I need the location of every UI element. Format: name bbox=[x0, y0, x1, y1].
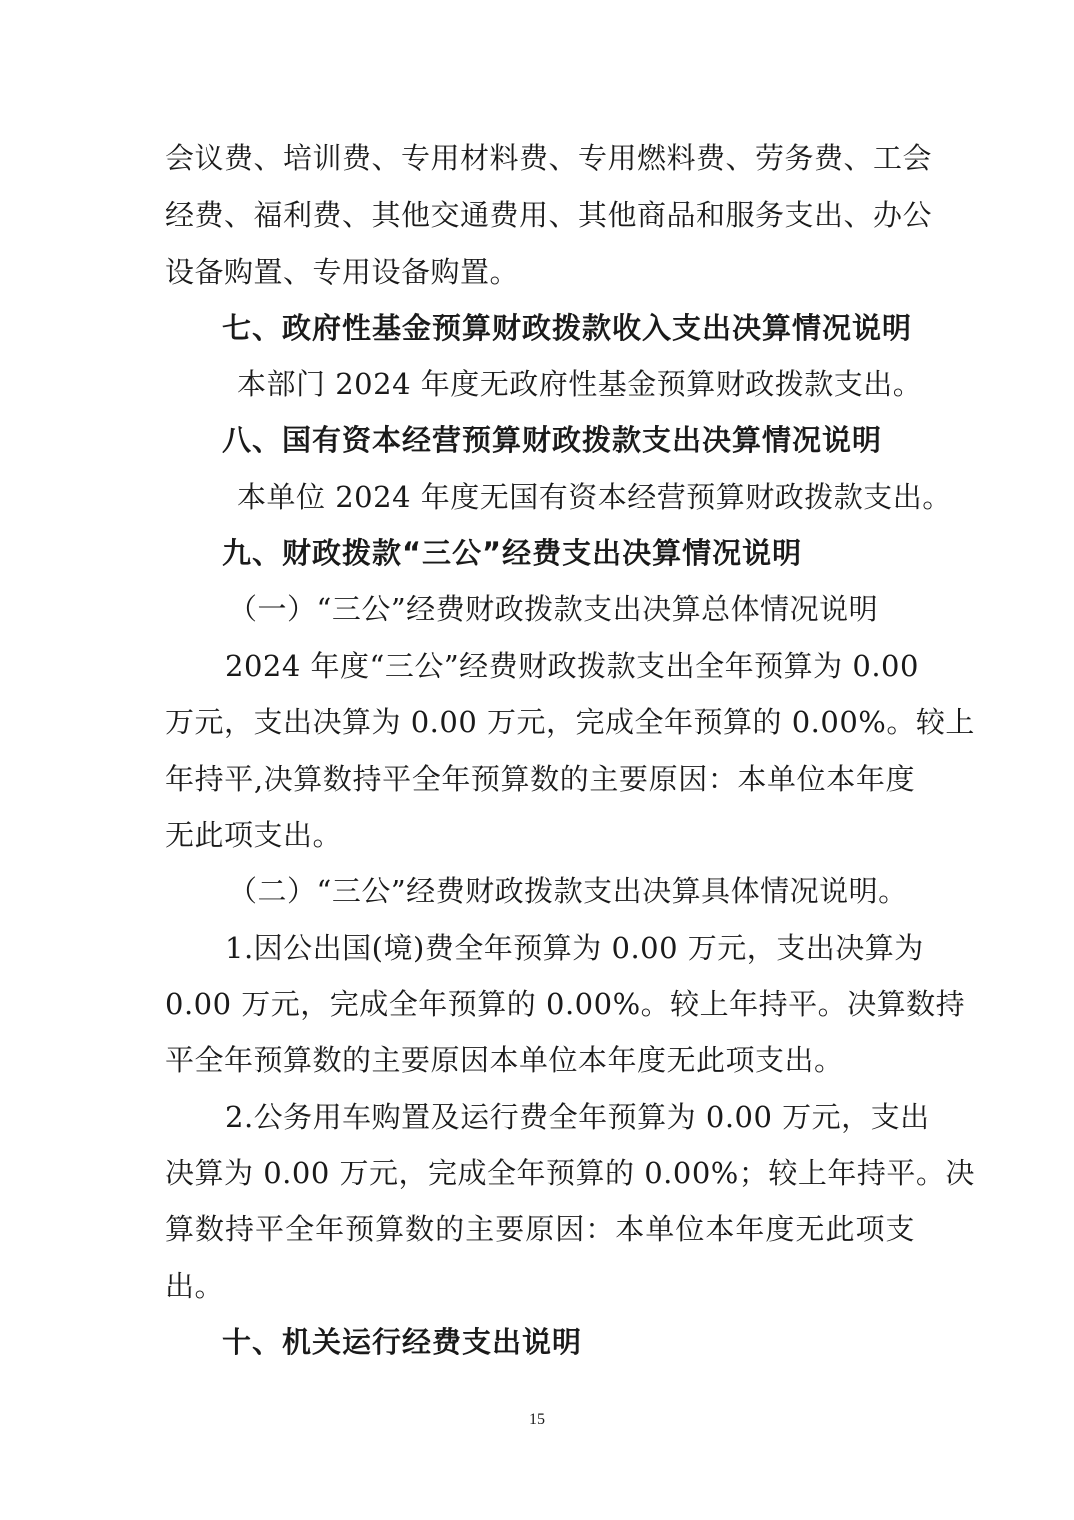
paragraph-line: 1.因公出国(境)费全年预算为 0.00 万元，支出决算为 bbox=[225, 931, 924, 965]
paragraph-line: 无此项支出。 bbox=[165, 818, 343, 852]
paragraph-line: 会议费、培训费、专用材料费、专用燃料费、劳务费、工会 bbox=[165, 141, 933, 175]
paragraph-line: 经费、福利费、其他交通费用、其他商品和服务支出、办公 bbox=[165, 198, 933, 232]
paragraph-line: 决算为 0.00 万元，完成全年预算的 0.00%；较上年持平。决 bbox=[165, 1156, 975, 1190]
section-8-body: 本单位 2024 年度无国有资本经营预算财政拨款支出。 bbox=[237, 480, 952, 514]
paragraph-line: 算数持平全年预算数的主要原因：本单位本年度无此项支 bbox=[165, 1212, 915, 1246]
paragraph-line: 出。 bbox=[165, 1269, 225, 1303]
page-number: 15 bbox=[529, 1411, 545, 1428]
paragraph-line: 平全年预算数的主要原因本单位本年度无此项支出。 bbox=[165, 1043, 844, 1077]
subsection-heading-1: （一）“三公”经费财政拨款支出决算总体情况说明 bbox=[228, 592, 879, 626]
paragraph-line: 万元，支出决算为 0.00 万元，完成全年预算的 0.00%。较上 bbox=[165, 705, 975, 739]
section-heading-9: 九、财政拨款“三公”经费支出决算情况说明 bbox=[222, 536, 803, 570]
paragraph-line: 设备购置、专用设备购置。 bbox=[165, 255, 520, 289]
paragraph-line: 2.公务用车购置及运行费全年预算为 0.00 万元，支出 bbox=[225, 1100, 930, 1134]
paragraph-line: 年持平,决算数持平全年预算数的主要原因：本单位本年度 bbox=[165, 762, 915, 796]
section-7-body: 本部门 2024 年度无政府性基金预算财政拨款支出。 bbox=[237, 367, 923, 401]
section-heading-8: 八、国有资本经营预算财政拨款支出决算情况说明 bbox=[222, 423, 883, 457]
paragraph-line: 2024 年度“三公”经费财政拨款支出全年预算为 0.00 bbox=[225, 649, 919, 683]
section-heading-7: 七、政府性基金预算财政拨款收入支出决算情况说明 bbox=[222, 311, 913, 345]
subsection-heading-2: （二）“三公”经费财政拨款支出决算具体情况说明。 bbox=[228, 874, 908, 908]
section-heading-10: 十、机关运行经费支出说明 bbox=[222, 1325, 583, 1359]
paragraph-line: 0.00 万元，完成全年预算的 0.00%。较上年持平。决算数持 bbox=[165, 987, 966, 1021]
